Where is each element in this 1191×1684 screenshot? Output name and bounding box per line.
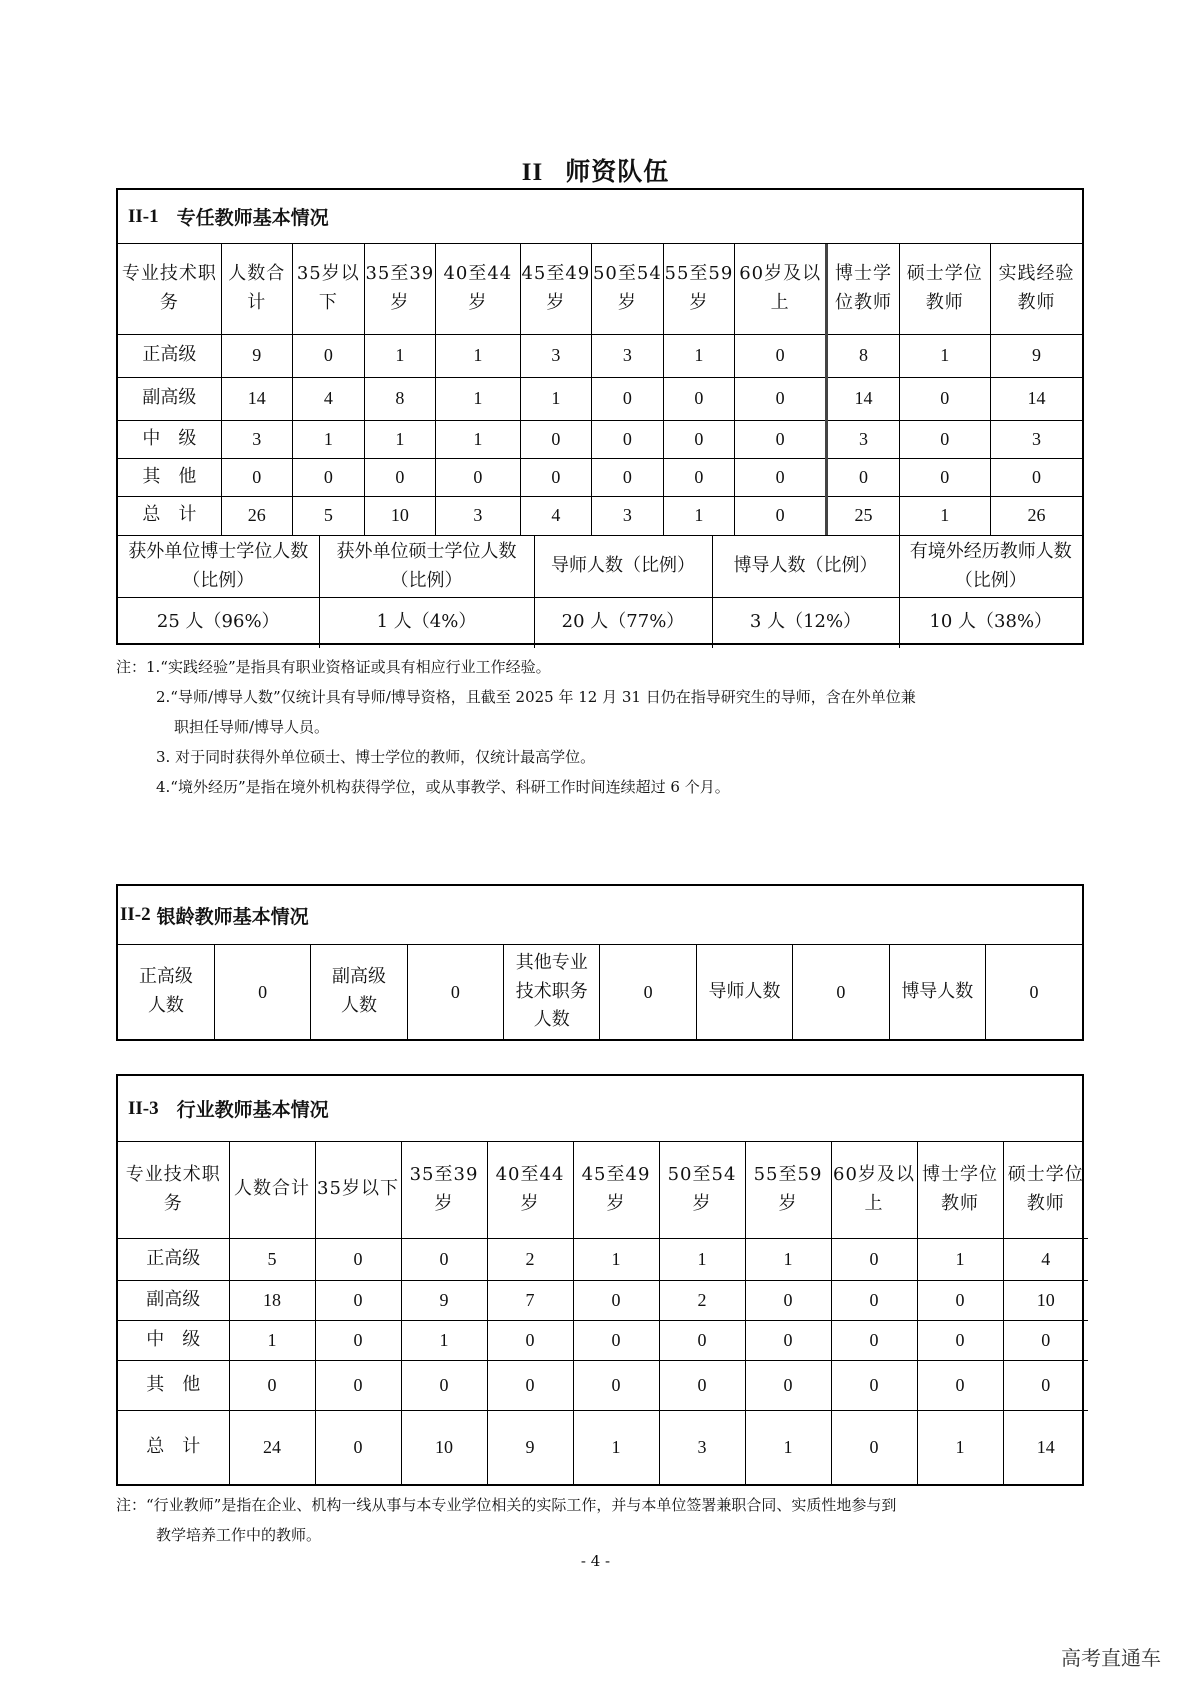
cell: 10 (1003, 1280, 1088, 1320)
header-cell: 40至44岁 (487, 1142, 573, 1238)
summary-header: 获外单位硕士学位人数（比例） (319, 536, 534, 598)
cell: 0 (573, 1360, 659, 1410)
cell: 4 (520, 496, 591, 535)
table-row (118, 1320, 1088, 1360)
cell: 0 (990, 458, 1082, 496)
cell: 25 (827, 496, 899, 535)
cell: 18 (229, 1280, 315, 1320)
table-row (118, 1280, 1088, 1320)
table-ii3-grid (118, 1142, 1088, 1484)
header-cell: 专业技术职务 (118, 1142, 229, 1238)
cell: 1 (917, 1238, 1003, 1280)
page-number: - 4 - (580, 1552, 611, 1570)
header-cell: 博士学位教师 (917, 1142, 1003, 1238)
table-row (118, 1360, 1088, 1410)
table-row (118, 377, 1082, 420)
header-cell: 实践经验教师 (990, 244, 1082, 334)
summary-value: 3 人（12%） (712, 598, 899, 648)
cell: 0 (917, 1280, 1003, 1320)
header-cell: 35岁以下 (315, 1142, 401, 1238)
note-line: 职担任导师/博导人员。 (174, 718, 330, 736)
section-number: II (521, 159, 544, 186)
cell: 0 (315, 1410, 401, 1484)
cell: 7 (487, 1280, 573, 1320)
cell: 0 (917, 1360, 1003, 1410)
cell: 0 (364, 458, 435, 496)
cell: 0 (487, 1360, 573, 1410)
header-cell: 人数合计 (229, 1142, 315, 1238)
cell: 14 (827, 377, 899, 420)
table-row (118, 945, 1082, 1039)
row-label: 中 级 (118, 1320, 229, 1360)
cell: 0 (315, 1320, 401, 1360)
cell: 1 (573, 1238, 659, 1280)
cell: 8 (364, 377, 435, 420)
table-ii1-grid (118, 244, 1082, 535)
cell: 0 (831, 1410, 917, 1484)
cell: 0 (734, 496, 827, 535)
cell: 1 (229, 1320, 315, 1360)
cell: 1 (917, 1410, 1003, 1484)
summary-header: 获外单位博士学位人数（比例） (118, 536, 319, 598)
cell: 0 (827, 458, 899, 496)
cell: 3 (591, 496, 663, 535)
cell: 0 (831, 1360, 917, 1410)
header-cell: 45至49岁 (573, 1142, 659, 1238)
header-cell: 35岁以下 (292, 244, 364, 334)
row-label: 副高级 (118, 377, 221, 420)
table-title: 银龄教师基本情况 (156, 905, 309, 928)
cell: 0 (292, 458, 364, 496)
cell: 1 (364, 420, 435, 458)
cell: 1 (435, 420, 520, 458)
cell: 0 (734, 334, 827, 377)
cell: 0 (573, 1320, 659, 1360)
cell: 0 (435, 458, 520, 496)
row-label: 总 计 (118, 1410, 229, 1484)
table-ii1-header (118, 190, 1082, 244)
cell: 26 (990, 496, 1082, 535)
cell: 9 (990, 334, 1082, 377)
table-ii3-header (118, 1076, 1082, 1142)
summary-value: 20 人（77%） (534, 598, 712, 648)
label-cell: 其他专业技术职务人数 (504, 945, 600, 1039)
cell: 0 (520, 420, 591, 458)
cell: 0 (663, 420, 734, 458)
notes-ii3 (116, 1490, 1096, 1550)
cell: 9 (221, 334, 292, 377)
label-cell: 博导人数 (889, 945, 985, 1039)
cell: 0 (315, 1280, 401, 1320)
table-code: II-3 (128, 1097, 159, 1119)
cell: 0 (315, 1360, 401, 1410)
row-label: 正高级 (118, 334, 221, 377)
cell: 1 (663, 496, 734, 535)
cell: 0 (745, 1320, 831, 1360)
value-cell: 0 (793, 945, 889, 1039)
table-ii3 (116, 1074, 1084, 1486)
header-cell: 40至44岁 (435, 244, 520, 334)
page-title (0, 152, 1191, 188)
table-header-row (118, 1142, 1088, 1238)
header-cell: 50至54岁 (591, 244, 663, 334)
cell: 2 (487, 1238, 573, 1280)
value-cell: 0 (214, 945, 310, 1039)
cell: 3 (591, 334, 663, 377)
header-cell: 人数合计 (221, 244, 292, 334)
header-cell: 35至39岁 (364, 244, 435, 334)
cell: 1 (520, 377, 591, 420)
cell: 9 (487, 1410, 573, 1484)
section-title: 师资队伍 (565, 157, 670, 186)
notes-ii1 (116, 652, 1096, 802)
cell: 1 (899, 334, 990, 377)
cell: 3 (435, 496, 520, 535)
cell: 10 (364, 496, 435, 535)
table-row (118, 420, 1082, 458)
header-cell: 专业技术职务 (118, 244, 221, 334)
row-label: 总 计 (118, 496, 221, 535)
note-line: 3. 对于同时获得外单位硕士、博士学位的教师，仅统计最高学位。 (156, 748, 596, 766)
cell: 9 (401, 1280, 487, 1320)
cell: 3 (221, 420, 292, 458)
note-line: 4.“境外经历”是指在境外机构获得学位，或从事教学、科研工作时间连续超过 6 个月。 (156, 778, 730, 796)
header-cell: 45至49岁 (520, 244, 591, 334)
cell: 24 (229, 1410, 315, 1484)
label-cell: 正高级人数 (118, 945, 214, 1039)
summary-header: 博导人数（比例） (712, 536, 899, 598)
cell: 0 (591, 377, 663, 420)
cell: 0 (292, 334, 364, 377)
cell: 0 (745, 1360, 831, 1410)
cell: 4 (1003, 1238, 1088, 1280)
table-row (118, 458, 1082, 496)
cell: 0 (899, 420, 990, 458)
cell: 5 (292, 496, 364, 535)
row-label: 正高级 (118, 1238, 229, 1280)
header-cell: 博士学位教师 (827, 244, 899, 334)
cell: 1 (292, 420, 364, 458)
cell: 0 (591, 420, 663, 458)
cell: 1 (435, 334, 520, 377)
header-cell: 60岁及以上 (831, 1142, 917, 1238)
value-cell: 0 (600, 945, 696, 1039)
table-header-row (118, 244, 1082, 334)
cell: 0 (229, 1360, 315, 1410)
summary-header: 导师人数（比例） (534, 536, 712, 598)
cell: 0 (663, 458, 734, 496)
row-label: 中 级 (118, 420, 221, 458)
cell: 0 (917, 1320, 1003, 1360)
cell: 0 (1003, 1320, 1088, 1360)
header-cell: 55至59岁 (745, 1142, 831, 1238)
cell: 2 (659, 1280, 745, 1320)
header-cell: 硕士学位教师 (899, 244, 990, 334)
cell: 1 (745, 1410, 831, 1484)
cell: 0 (831, 1238, 917, 1280)
table-ii2-grid (118, 945, 1082, 1039)
cell: 0 (401, 1360, 487, 1410)
cell: 0 (663, 377, 734, 420)
cell: 4 (292, 377, 364, 420)
cell: 0 (745, 1280, 831, 1320)
cell: 0 (899, 377, 990, 420)
cell: 0 (315, 1238, 401, 1280)
cell: 10 (401, 1410, 487, 1484)
note-line: 教学培养工作中的教师。 (156, 1526, 322, 1544)
cell: 1 (401, 1320, 487, 1360)
cell: 3 (520, 334, 591, 377)
note-line: 注：1.“实践经验”是指具有职业资格证或具有相应行业工作经验。 (116, 658, 551, 676)
cell: 3 (827, 420, 899, 458)
header-cell: 55至59岁 (663, 244, 734, 334)
cell: 1 (659, 1238, 745, 1280)
value-cell: 0 (986, 945, 1082, 1039)
cell: 0 (899, 458, 990, 496)
cell: 0 (221, 458, 292, 496)
value-cell: 0 (407, 945, 503, 1039)
cell: 14 (221, 377, 292, 420)
table-title: 专任教师基本情况 (176, 207, 329, 229)
row-label: 其 他 (118, 1360, 229, 1410)
table-ii1 (116, 188, 1084, 645)
cell: 0 (734, 420, 827, 458)
cell: 3 (659, 1410, 745, 1484)
cell: 8 (827, 334, 899, 377)
note-line: 注：“行业教师”是指在企业、机构一线从事与本专业学位相关的实际工作，并与本单位签署兼职合同、实质性地参与到 (116, 1496, 897, 1514)
note-line: 2.“导师/博导人数”仅统计具有导师/博导资格，且截至 2025 年 12 月 31 日仍在指导研究生的导师，含在外单位兼 (156, 688, 916, 706)
cell: 14 (990, 377, 1082, 420)
cell: 1 (663, 334, 734, 377)
table-ii2 (116, 884, 1084, 1041)
watermark: 高考直通车 (1061, 1646, 1161, 1670)
table-row (118, 334, 1082, 377)
header-cell: 硕士学位教师 (1003, 1142, 1088, 1238)
cell: 0 (831, 1280, 917, 1320)
cell: 0 (659, 1320, 745, 1360)
summary-header: 有境外经历教师人数（比例） (899, 536, 1082, 598)
header-cell: 60岁及以上 (734, 244, 827, 334)
table-title: 行业教师基本情况 (176, 1099, 329, 1121)
table-code: II-1 (128, 205, 159, 227)
cell: 1 (435, 377, 520, 420)
cell: 0 (401, 1238, 487, 1280)
cell: 3 (990, 420, 1082, 458)
cell: 0 (573, 1280, 659, 1320)
label-cell: 副高级人数 (311, 945, 407, 1039)
header-cell: 50至54岁 (659, 1142, 745, 1238)
summary-header-row (118, 536, 1082, 598)
cell: 5 (229, 1238, 315, 1280)
summary-value: 10 人（38%） (899, 598, 1082, 648)
table-row (118, 1238, 1088, 1280)
row-label: 其 他 (118, 458, 221, 496)
table-code: II-2 (120, 904, 151, 925)
cell: 0 (591, 458, 663, 496)
cell: 26 (221, 496, 292, 535)
cell: 0 (831, 1320, 917, 1360)
table-ii1-summary (118, 535, 1082, 648)
cell: 0 (734, 377, 827, 420)
header-cell: 35至39岁 (401, 1142, 487, 1238)
cell: 0 (659, 1360, 745, 1410)
cell: 0 (487, 1320, 573, 1360)
cell: 1 (745, 1238, 831, 1280)
row-label: 副高级 (118, 1280, 229, 1320)
cell: 14 (1003, 1410, 1088, 1484)
table-ii2-header (118, 886, 1082, 945)
label-cell: 导师人数 (696, 945, 792, 1039)
summary-value: 1 人（4%） (319, 598, 534, 648)
cell: 0 (1003, 1360, 1088, 1410)
summary-value-row (118, 598, 1082, 648)
cell: 1 (573, 1410, 659, 1484)
summary-value: 25 人（96%） (118, 598, 319, 648)
table-row-total (118, 1410, 1088, 1484)
cell: 1 (364, 334, 435, 377)
cell: 0 (734, 458, 827, 496)
cell: 1 (899, 496, 990, 535)
cell: 0 (520, 458, 591, 496)
table-row-total (118, 496, 1082, 535)
